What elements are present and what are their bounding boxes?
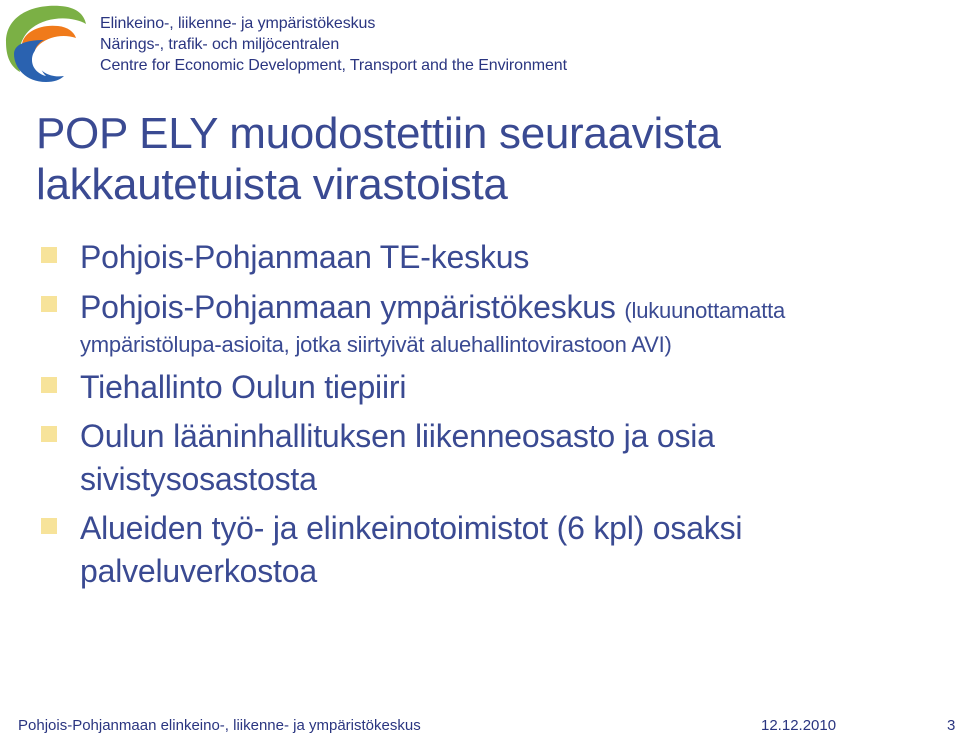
bullet-text: Tiehallinto Oulun tiepiiri xyxy=(80,369,407,405)
org-name-finnish: Elinkeino-, liikenne- ja ympäristökeskus xyxy=(100,15,376,32)
bullet-item xyxy=(0,285,960,360)
slide-title xyxy=(36,108,916,210)
bullet-text: Oulun lääninhallituksen liikenneosasto ja osia xyxy=(80,418,715,454)
bullet-text: Pohjois-Pohjanmaan ympäristökeskus xyxy=(80,289,616,325)
footer-organization: Pohjois-Pohjanmaan elinkeino-, liikenne- ja ympäristökeskus xyxy=(18,717,421,734)
bullet-item xyxy=(0,415,960,501)
org-name-swedish: Närings-, trafik- och miljöcentralen xyxy=(100,36,340,53)
bullet-marker-icon xyxy=(41,377,57,393)
footer-date: 12.12.2010 xyxy=(761,717,837,734)
slide-title-line-1: POP ELY muodostettiin seuraavista xyxy=(36,109,721,158)
bullet-marker-icon xyxy=(41,247,57,263)
slide-footer xyxy=(0,714,960,736)
bullet-note-continuation: ympäristölupa-asioita, jotka siirtyivät aluehallintovirastoon AVI) xyxy=(80,332,672,357)
org-name-english: Centre for Economic Development, Transport and the Environment xyxy=(100,57,567,74)
organization-names xyxy=(100,13,567,76)
bullet-marker-icon xyxy=(41,296,57,312)
slide-header xyxy=(0,0,960,90)
bullet-text: Alueiden työ- ja elinkeinotoimistot (6 kpl) osaksi xyxy=(80,510,743,546)
slide-title-line-2: lakkautetuista virastoista xyxy=(36,160,508,209)
bullet-marker-icon xyxy=(41,426,57,442)
bullet-note: (lukuunottamatta xyxy=(624,298,786,323)
bullet-item xyxy=(0,507,960,593)
bullet-item xyxy=(0,366,960,409)
bullet-text-continuation: palveluverkostoa xyxy=(80,553,317,589)
bullet-item xyxy=(0,236,960,279)
bullet-text-continuation: sivistysosastosta xyxy=(80,461,317,497)
ely-centre-logo xyxy=(2,2,86,84)
bullet-marker-icon xyxy=(41,518,57,534)
bullet-text: Pohjois-Pohjanmaan TE-keskus xyxy=(80,239,530,275)
bullet-list xyxy=(0,236,960,593)
footer-page-number: 3 xyxy=(947,717,956,734)
